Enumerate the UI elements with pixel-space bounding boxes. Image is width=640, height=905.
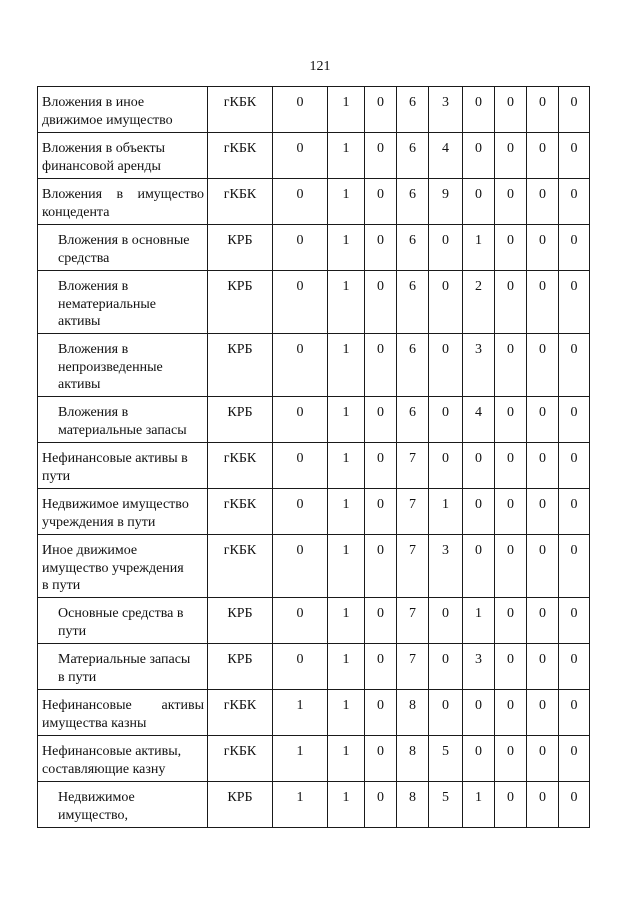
account-digit-cell: 0 <box>463 690 495 736</box>
code-type-cell: гКБК <box>208 690 273 736</box>
account-digit-cell: 1 <box>328 133 365 179</box>
account-digit-cell: 0 <box>527 535 559 598</box>
account-name-line: Нефинансовые активы <box>42 698 204 713</box>
account-name-line: Недвижимое имущество <box>42 497 189 512</box>
account-digit-cell: 4 <box>429 133 463 179</box>
table-row <box>38 644 590 690</box>
account-name-line: имущества казны <box>42 715 147 731</box>
account-name-cell <box>38 598 208 644</box>
account-name-cell <box>38 87 208 133</box>
account-digit-cell: 0 <box>495 644 527 690</box>
account-digit-cell: 1 <box>328 443 365 489</box>
table-row <box>38 443 590 489</box>
account-digit-cell: 4 <box>463 397 495 443</box>
code-type-cell: гКБК <box>208 179 273 225</box>
account-digit-cell: 1 <box>429 489 463 535</box>
account-digit-cell: 7 <box>397 644 429 690</box>
account-digit-cell: 0 <box>463 489 495 535</box>
account-digit-cell: 6 <box>397 179 429 225</box>
account-digit-cell: 0 <box>365 271 397 334</box>
account-digit-cell: 0 <box>495 443 527 489</box>
account-digit-cell: 0 <box>559 334 590 397</box>
account-name-line: Вложения в <box>58 279 129 294</box>
account-digit-cell: 1 <box>463 225 495 271</box>
account-digit-cell: 1 <box>328 271 365 334</box>
account-digit-cell: 3 <box>429 535 463 598</box>
table-body <box>38 87 590 828</box>
account-digit-cell: 0 <box>559 397 590 443</box>
account-name-line: пути <box>42 468 71 484</box>
account-digit-cell: 0 <box>559 489 590 535</box>
page-number: 121 <box>309 59 331 74</box>
account-digit-cell: 0 <box>365 87 397 133</box>
account-codes-table <box>37 86 590 828</box>
account-name-cell <box>38 535 208 598</box>
account-digit-cell: 0 <box>559 225 590 271</box>
account-digit-cell: 0 <box>495 179 527 225</box>
account-name-line: материальные запасы <box>58 422 187 438</box>
code-type-cell: гКБК <box>208 133 273 179</box>
account-name-line: составляющие казну <box>42 761 166 777</box>
account-name-line: Нефинансовые активы в <box>42 451 188 466</box>
table-row <box>38 736 590 782</box>
account-name-cell <box>38 334 208 397</box>
account-digit-cell: 0 <box>559 690 590 736</box>
account-name-line: активы <box>58 314 101 329</box>
account-digit-cell: 0 <box>365 133 397 179</box>
code-type-cell: КРБ <box>208 225 273 271</box>
code-type-cell: гКБК <box>208 443 273 489</box>
account-digit-cell: 0 <box>527 179 559 225</box>
account-digit-cell: 7 <box>397 489 429 535</box>
account-digit-cell: 0 <box>495 334 527 397</box>
account-digit-cell: 0 <box>495 87 527 133</box>
account-name-line: в пути <box>58 669 97 685</box>
account-digit-cell: 6 <box>397 397 429 443</box>
table-row <box>38 782 590 828</box>
table-row <box>38 690 590 736</box>
account-digit-cell: 0 <box>273 397 328 443</box>
account-digit-cell: 0 <box>527 87 559 133</box>
table-row <box>38 598 590 644</box>
account-digit-cell: 0 <box>273 489 328 535</box>
account-digit-cell: 0 <box>365 443 397 489</box>
account-name-cell <box>38 782 208 828</box>
account-name-cell <box>38 644 208 690</box>
account-digit-cell: 0 <box>463 179 495 225</box>
code-type-cell: КРБ <box>208 782 273 828</box>
account-digit-cell: 1 <box>328 782 365 828</box>
account-digit-cell: 1 <box>328 535 365 598</box>
account-digit-cell: 0 <box>527 736 559 782</box>
account-digit-cell: 0 <box>365 598 397 644</box>
account-name-line: Иное движимое <box>42 543 138 558</box>
code-type-cell: КРБ <box>208 644 273 690</box>
account-name-line: Вложения в иное <box>42 95 145 110</box>
account-name-line: непроизведенные <box>58 359 163 375</box>
account-digit-cell: 8 <box>397 782 429 828</box>
account-digit-cell: 3 <box>463 334 495 397</box>
account-name-line: Вложения в основные <box>58 233 190 248</box>
table-row <box>38 535 590 598</box>
account-digit-cell: 7 <box>397 535 429 598</box>
account-digit-cell: 0 <box>527 271 559 334</box>
code-type-cell: КРБ <box>208 598 273 644</box>
account-digit-cell: 2 <box>463 271 495 334</box>
account-digit-cell: 0 <box>527 644 559 690</box>
account-digit-cell: 0 <box>463 133 495 179</box>
code-type-cell: гКБК <box>208 87 273 133</box>
account-digit-cell: 6 <box>397 87 429 133</box>
account-digit-cell: 0 <box>559 271 590 334</box>
account-digit-cell: 0 <box>273 133 328 179</box>
account-digit-cell: 0 <box>463 443 495 489</box>
table-row <box>38 397 590 443</box>
account-digit-cell: 0 <box>365 736 397 782</box>
account-digit-cell: 0 <box>273 225 328 271</box>
code-type-cell: КРБ <box>208 397 273 443</box>
account-digit-cell: 0 <box>559 736 590 782</box>
account-name-cell <box>38 271 208 334</box>
account-digit-cell: 1 <box>328 644 365 690</box>
account-digit-cell: 5 <box>429 782 463 828</box>
account-digit-cell: 0 <box>559 133 590 179</box>
table-row <box>38 334 590 397</box>
account-digit-cell: 1 <box>273 782 328 828</box>
account-digit-cell: 9 <box>429 179 463 225</box>
account-digit-cell: 6 <box>397 271 429 334</box>
account-name-cell <box>38 179 208 225</box>
account-digit-cell: 0 <box>429 598 463 644</box>
account-digit-cell: 6 <box>397 225 429 271</box>
account-name-line: финансовой аренды <box>42 158 161 174</box>
account-digit-cell: 0 <box>559 535 590 598</box>
account-digit-cell: 8 <box>397 690 429 736</box>
account-digit-cell: 1 <box>328 736 365 782</box>
account-digit-cell: 0 <box>365 334 397 397</box>
account-digit-cell: 0 <box>365 225 397 271</box>
table-row <box>38 87 590 133</box>
account-digit-cell: 0 <box>365 690 397 736</box>
account-name-line: средства <box>58 250 110 266</box>
account-digit-cell: 0 <box>463 535 495 598</box>
account-digit-cell: 0 <box>463 87 495 133</box>
account-digit-cell: 1 <box>328 598 365 644</box>
account-digit-cell: 0 <box>365 782 397 828</box>
account-name-line: концедента <box>42 204 110 220</box>
account-digit-cell: 0 <box>527 133 559 179</box>
account-digit-cell: 3 <box>463 644 495 690</box>
account-digit-cell: 0 <box>559 782 590 828</box>
account-digit-cell: 0 <box>495 397 527 443</box>
account-digit-cell: 0 <box>559 598 590 644</box>
account-digit-cell: 0 <box>495 133 527 179</box>
account-digit-cell: 1 <box>273 736 328 782</box>
account-name-cell <box>38 133 208 179</box>
account-digit-cell: 0 <box>429 225 463 271</box>
account-digit-cell: 1 <box>328 179 365 225</box>
account-name-cell <box>38 489 208 535</box>
table-row <box>38 225 590 271</box>
account-digit-cell: 0 <box>273 443 328 489</box>
account-name-line: пути <box>58 623 87 639</box>
account-digit-cell: 0 <box>527 443 559 489</box>
account-name-line: в пути <box>42 578 81 593</box>
account-digit-cell: 0 <box>527 489 559 535</box>
account-digit-cell: 1 <box>328 334 365 397</box>
account-name-line: Вложения в <box>58 342 129 357</box>
account-digit-cell: 3 <box>429 87 463 133</box>
account-digit-cell: 1 <box>328 397 365 443</box>
account-digit-cell: 1 <box>328 225 365 271</box>
account-name-line: движимое имущество <box>42 112 173 128</box>
code-type-cell: КРБ <box>208 271 273 334</box>
account-digit-cell: 1 <box>328 489 365 535</box>
account-digit-cell: 0 <box>495 736 527 782</box>
account-digit-cell: 0 <box>495 690 527 736</box>
account-digit-cell: 0 <box>429 690 463 736</box>
account-digit-cell: 0 <box>365 489 397 535</box>
account-digit-cell: 0 <box>527 225 559 271</box>
account-digit-cell: 1 <box>328 87 365 133</box>
account-digit-cell: 5 <box>429 736 463 782</box>
account-digit-cell: 0 <box>273 334 328 397</box>
account-digit-cell: 8 <box>397 736 429 782</box>
account-name-line: Вложения в <box>58 405 129 420</box>
account-name-line: нематериальные <box>58 296 156 312</box>
code-type-cell: гКБК <box>208 736 273 782</box>
account-digit-cell: 0 <box>273 271 328 334</box>
table-row <box>38 133 590 179</box>
table-row <box>38 271 590 334</box>
account-name-line: Нефинансовые активы, <box>42 744 182 759</box>
account-name-line: Вложения в имущество <box>42 187 204 202</box>
account-digit-cell: 0 <box>429 397 463 443</box>
account-digit-cell: 0 <box>495 489 527 535</box>
code-type-cell: гКБК <box>208 535 273 598</box>
account-name-cell <box>38 690 208 736</box>
account-digit-cell: 0 <box>495 271 527 334</box>
code-type-cell: гКБК <box>208 489 273 535</box>
account-digit-cell: 0 <box>527 782 559 828</box>
account-digit-cell: 0 <box>273 179 328 225</box>
table-row <box>38 489 590 535</box>
account-digit-cell: 0 <box>429 271 463 334</box>
account-name-cell <box>38 225 208 271</box>
account-digit-cell: 0 <box>429 644 463 690</box>
account-name-line: Вложения в объекты <box>42 141 166 156</box>
account-digit-cell: 0 <box>429 334 463 397</box>
table-row <box>38 179 590 225</box>
account-digit-cell: 6 <box>397 133 429 179</box>
account-digit-cell: 0 <box>463 736 495 782</box>
account-digit-cell: 7 <box>397 598 429 644</box>
account-digit-cell: 0 <box>527 397 559 443</box>
account-digit-cell: 0 <box>495 782 527 828</box>
account-digit-cell: 0 <box>429 443 463 489</box>
account-digit-cell: 0 <box>365 644 397 690</box>
code-type-cell: КРБ <box>208 334 273 397</box>
account-name-line: активы <box>58 377 101 392</box>
account-digit-cell: 0 <box>527 598 559 644</box>
account-digit-cell: 6 <box>397 334 429 397</box>
account-name-line: Основные средства в <box>58 606 184 621</box>
account-digit-cell: 7 <box>397 443 429 489</box>
account-name-line: Материальные запасы <box>58 652 191 667</box>
account-digit-cell: 0 <box>527 334 559 397</box>
account-digit-cell: 0 <box>559 443 590 489</box>
account-digit-cell: 1 <box>463 782 495 828</box>
account-digit-cell: 0 <box>273 87 328 133</box>
account-digit-cell: 1 <box>463 598 495 644</box>
account-digit-cell: 0 <box>559 87 590 133</box>
account-digit-cell: 1 <box>273 690 328 736</box>
account-name-line: имущество учреждения <box>42 560 184 576</box>
account-digit-cell: 0 <box>559 179 590 225</box>
account-digit-cell: 0 <box>527 690 559 736</box>
account-digit-cell: 0 <box>559 644 590 690</box>
account-digit-cell: 0 <box>495 225 527 271</box>
account-digit-cell: 0 <box>365 179 397 225</box>
account-name-line: Недвижимое <box>58 790 135 805</box>
account-digit-cell: 0 <box>273 535 328 598</box>
account-name-cell <box>38 397 208 443</box>
account-digit-cell: 0 <box>495 598 527 644</box>
account-name-cell <box>38 736 208 782</box>
account-name-cell <box>38 443 208 489</box>
account-name-line: имущество, <box>58 807 129 823</box>
account-digit-cell: 0 <box>365 535 397 598</box>
account-name-line: учреждения в пути <box>42 514 156 530</box>
account-digit-cell: 0 <box>273 644 328 690</box>
account-digit-cell: 0 <box>495 535 527 598</box>
account-digit-cell: 1 <box>328 690 365 736</box>
account-digit-cell: 0 <box>365 397 397 443</box>
account-digit-cell: 0 <box>273 598 328 644</box>
